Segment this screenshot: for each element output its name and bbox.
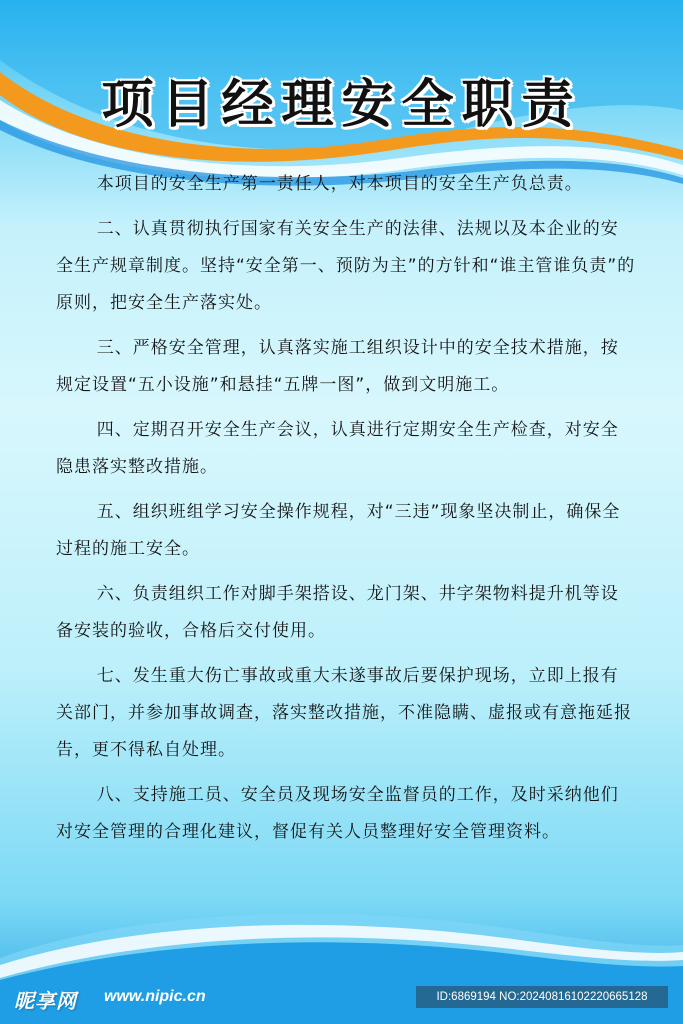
duty-paragraph: 四、定期召开安全生产会议，认真进行定期安全生产检查，对安全隐患落实整改措施。	[56, 420, 619, 477]
duty-list	[56, 166, 636, 859]
duty-paragraph: 三、严格安全管理，认真落实施工组织设计中的安全技术措施，按规定设置“五小设施”和悬挂“五牌一图”，做到文明施工。	[56, 338, 619, 395]
duty-paragraph: 七、发生重大伤亡事故或重大未遂事故后要保护现场，立即上报有关部门，并参加事故调查，落实整改措施，不准隐瞒、虚报或有意拖延报告，更不得私自处理。	[56, 666, 632, 760]
watermark-logo: 昵享网	[14, 989, 77, 1013]
page-title: 项目经理安全职责	[101, 75, 582, 135]
duty-paragraph: 二、认真贯彻执行国家有关安全生产的法律、法规以及本企业的安全生产规章制度。坚持“安全第一、预防为主”的方针和“谁主管谁负责”的原则，把安全生产落实处。	[56, 219, 636, 313]
duty-paragraph: 八、支持施工员、安全员及现场安全监督员的工作，及时采纳他们对安全管理的合理化建议，督促有关人员整理好安全管理资料。	[56, 785, 619, 842]
image-id-badge: ID:6869194 NO:20240816102220665128	[416, 986, 668, 1008]
duty-paragraph: 六、负责组织工作对脚手架搭设、龙门架、井字架物料提升机等设备安装的验收，合格后交付使用。	[56, 584, 619, 641]
watermark-url: www.nipic.cn	[104, 988, 206, 1005]
duty-paragraph: 本项目的安全生产第一责任人，对本项目的安全生产负总责。	[96, 174, 583, 194]
duty-paragraph: 五、组织班组学习安全操作规程，对“三违”现象坚决制止，确保全过程的施工安全。	[56, 502, 621, 559]
